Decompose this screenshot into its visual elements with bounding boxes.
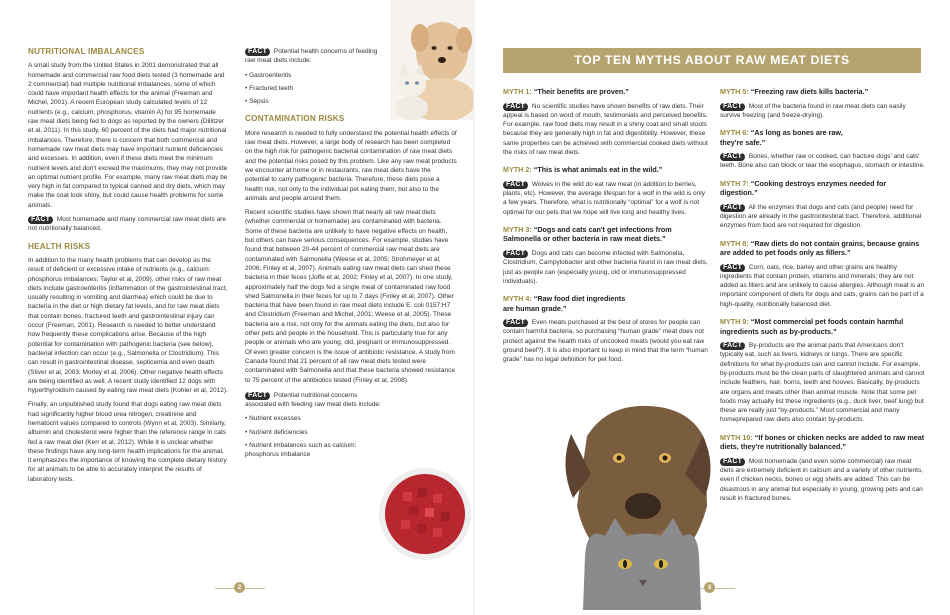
fact-badge: FACT bbox=[503, 250, 528, 258]
myth-number: MYTH 1: bbox=[503, 87, 532, 96]
myth-number: MYTH 2: bbox=[503, 165, 532, 175]
myth-2 bbox=[503, 165, 708, 217]
heading-nutritional-imbalances: NUTRITIONAL IMBALANCES bbox=[28, 47, 145, 56]
myth-title: “As long as bones are raw, they're safe.” bbox=[720, 128, 843, 147]
myth-fact: Most of the bacteria found in raw meat diets can easily survive freezing (and freeze-drying). bbox=[720, 102, 906, 119]
myth-title: “Most commercial pet foods contain harmful ingredients such as by-products.” bbox=[720, 317, 904, 336]
fact-health-intro: Potential health concerns of feeding raw meat diets include: bbox=[245, 48, 378, 65]
myth-fact: Even meats purchased at the best of stores for people can contain harmful bacteria, so purchasing “human grade” meat does not protect against the health risks of uncooked meats (would you eat raw ground beef?). It is also important to keep in mind that the term “human grade” has no legal definition for pet food. bbox=[503, 319, 708, 364]
myth-number: MYTH 9: bbox=[720, 317, 749, 327]
myth-title: “Their benefits are proven.” bbox=[533, 87, 629, 96]
myth-title: “Raw diets do not contain grains, because grains are added to pet foods only as fillers.” bbox=[720, 238, 920, 258]
raw-meat-bowl-photo bbox=[373, 460, 473, 565]
myth-number: MYTH 8: bbox=[720, 238, 749, 248]
list-item: • Nutrient excesses bbox=[245, 414, 370, 423]
myth-title: “If bones or chicken necks are added to raw meat diets, they're nutritionally balanced.” bbox=[720, 432, 925, 452]
myth-title: “This is what animals eat in the wild.” bbox=[533, 165, 663, 175]
myth-fact: No scientific studies have shown benefits of raw diets. Their appeal is based on word of mouth, testimonials and perceived benefits. For example, raw food diets may result in a shiny coat and small stools because they are generally high in fat and digestibility. However, these same properties can be achieved with commercial cooked diets without the risks of raw meat diets. bbox=[503, 102, 708, 156]
myth-fact: Most homemade (and even some commercial) raw meat diets are extremely deficient in calcium and a variety of other nutrients, even if chicken necks, bones or egg shells are added. This can be disastrous in any animal but especially in young, growing pets and can result in fractured bones. bbox=[720, 457, 924, 502]
myth-number: MYTH 6: bbox=[720, 128, 749, 138]
fact-nutritional-text: Most homemade and many commercial raw meat diets are not nutritionally balanced. bbox=[28, 216, 226, 233]
myth-fact: Corn, oats, rice, barley and other grains are healthy ingredients that contain protein, vitamins and minerals; they are not added as fillers and are unlikely to cause allergies. Although meat is an important component of diets for dogs and cats, grains can be part of a high-quality, nutritionally balanced diet. bbox=[720, 263, 925, 308]
paragraph-nutritional: A small study from the United States in 2001 demonstrated that all homemade and commercial raw food diets tested (3 homemade and 2 commercial) had multiple nutritional imbalances, some of which could have important health effects for the animal (Freeman and Michel, 2001). A recent European study calculated levels of 12 nutrients (e.g., calcium, phosphorus, vitamin A) for 95 homemade raw meat diets being fed to dogs as reported by the owners (Dillitzer et al. 2011). In this study, 60 percent of the diets had major nutritional imbalances. Therefore, there is concern that both commercial and homemade raw meat diets may have important nutrient deficiencies and excesses. In addition, even if these diets meet the minimum nutrient levels and don't exceed the maximums, they may not provide an optimal nutrient profile. For example, many raw meat diets may be very high in fat compared to typical canned and dry diets, which may make the coat look shiny, but could cause health problems for some animals. bbox=[28, 62, 228, 209]
paragraph-health-1: In addition to the many health problems that can develop as the result of deficient or excessive intake of nutrients (e.g., calcium: phosphorus imbalances; Taylor et al, 2009), other risks of raw meat diets include gastroenteritis (inflammation of the gastrointestinal tract, usually resulting in vomiting and diarrhea) which could be due to bacteria in the diet or high dietary fat levels, and for raw meat diets that contain bones, fractured teeth and gastrointestinal injury can occur (Freeman, 2001). Research is needed to better understand how frequently these complications arise. Because of the high potential for contamination with pathogenic bacteria (see below), bacterial infection can occur (e.g., Salmonella or Clostridium). This can result in gastrointestinal disease, septicemia and even death (Stiver et al, 2003; Morley et al, 2006). Other negative health effects are being identified as well. A recent study identified 12 dogs with hyperthyroidism caused by eating raw meat diets (Kohler et al, 2012). bbox=[28, 256, 228, 395]
myth-8 bbox=[720, 239, 925, 309]
myth-4 bbox=[503, 294, 708, 364]
fact-badge: FACT bbox=[720, 204, 745, 212]
fact-badge: FACT bbox=[503, 103, 528, 111]
myth-title: “Dogs and cats can't get infections from Salmonella or other bacteria in raw meat diets.” bbox=[503, 224, 672, 244]
fact-badge: FACT bbox=[245, 48, 270, 56]
page-number: 2 bbox=[234, 582, 245, 593]
fact-badge: FACT bbox=[503, 319, 528, 327]
list-item: • Sepsis bbox=[245, 97, 457, 106]
page-number-footer bbox=[215, 582, 265, 594]
heading-contamination-risks: CONTAMINATION RISKS bbox=[245, 114, 345, 124]
myth-fact: Wolves in the wild do eat raw meat (in addition to berries, plants, etc). However, the average lifespan for a wolf in the wild is only a few years. Therefore, what is nutritionally “optimal” for a wolf is not optimal for our pets that we hope will live long and healthy lives. bbox=[503, 180, 705, 216]
myth-10 bbox=[720, 433, 925, 503]
paragraph-health-2: Finally, an unpublished study found that dogs eating raw meat diets had significantly higher blood urea nitrogen, creatinine and hematocrit values compared to controls (Wynn et al, 2003). Similarly, albumin and cholesterol were higher than the reference range in cats fed a raw meat diet (Kerr et al, 2012). While it is unclear whether these findings have any long-term health implications for the animal, it emphasizes the importance of knowing the complete dietary history for all animals to be able to accurately interpret the results of laboratory tests. bbox=[28, 401, 227, 483]
myth-1 bbox=[503, 87, 708, 157]
fact-nutritional bbox=[28, 215, 228, 234]
myth-5 bbox=[720, 87, 925, 120]
list-item: • Fractured teeth bbox=[245, 84, 457, 93]
myth-fact: Bones, whether raw or cooked, can fracture dogs' and cats' teeth. Bone also can block or tear the esophagus, stomach or intestine. bbox=[720, 153, 925, 170]
myth-number: MYTH 3: bbox=[503, 224, 532, 234]
fact-badge: FACT bbox=[720, 103, 745, 111]
myth-fact: By-products are the animal parts that Americans don't typically eat, such as livers, kidneys or lungs. There are specific definitions for what by-products can and cannot include. For example, by-products must be the clean parts of slaughtered animals and cannot include feathers, hair, horns, teeth and hooves. Basically, by-products are organs and meats other than animal muscle. Note that some pet foods may actually list these ingredients (e.g., duck liver, beef lung) but these are really just “by-products.” Most commercial and many homeprepared raw diets also contain by-products. bbox=[720, 342, 925, 424]
nutrition-concerns-list bbox=[245, 414, 370, 459]
myth-number: MYTH 10: bbox=[720, 432, 753, 442]
myth-title: “Freezing raw diets kills bacteria.” bbox=[750, 87, 869, 96]
fact-badge: FACT bbox=[720, 264, 745, 272]
myth-fact: All the enzymes that dogs and cats (and people) need for digestion are already in the gastrointestinal tract. Therefore, additional enzymes from food are not required for digestion. bbox=[720, 203, 922, 230]
left-column bbox=[28, 47, 228, 489]
list-item: • Nutrient deficiencies bbox=[245, 428, 370, 437]
list-item: • Nutrient imbalances such as calcium: phosphorus imbalance bbox=[245, 441, 370, 460]
myth-title: “Cooking destroys enzymes needed for digestion.” bbox=[720, 178, 887, 198]
heading-health-risks: HEALTH RISKS bbox=[28, 241, 91, 251]
puppy-kitten-photo bbox=[390, 0, 473, 120]
fact-badge: FACT bbox=[503, 181, 528, 189]
paragraph-contamination-1: More research is needed to fully understand the potential health effects of raw meat diets. However, a large body of research has been completed on the high risk for pathogenic bacterial contamination of raw meat diets and the potential risks posed by this problem. Like any raw meat products we encounter at home or in restaurants, raw meat diets have the potential to carry pathogenic bacteria. Therefore, these diets pose a health risk, not only to the individual pet eating them, but also to the animals and people around them. bbox=[245, 129, 457, 202]
myth-number: MYTH 7: bbox=[720, 178, 749, 188]
myths-banner-title: TOP TEN MYTHS ABOUT RAW MEAT DIETS bbox=[503, 48, 921, 73]
fact-badge: FACT bbox=[28, 216, 53, 224]
myth-7 bbox=[720, 179, 925, 231]
list-item: • Gastroenteritis bbox=[245, 71, 457, 80]
fact-badge: FACT bbox=[720, 458, 745, 466]
dog-cat-photo bbox=[557, 396, 717, 610]
myths-column-right bbox=[720, 87, 925, 508]
myth-title: “Raw food diet ingredients are human grade.” bbox=[503, 294, 626, 313]
myth-number: MYTH 4: bbox=[503, 294, 532, 304]
fact-nutrition-concerns bbox=[245, 391, 385, 410]
fact-nutrition-intro: Potential nutritional concerns associated with feeding raw meat diets include: bbox=[245, 391, 381, 409]
paragraph-contamination-2: Recent scientific studies have shown that nearly all raw meat diets (whether commercial or homemade) are contaminated with bacteria. Some of these bacteria are unlikely to have negative effects on health, but others can have serious consequences. For example, studies have found that between 20-44 percent of commercial raw meat diets are contaminated with Salmonella (Weese et al, 2005; Strohmeyer et al, 2006; Finley et al, 2007). Animals eating raw meat diets can shed these bacteria in their feces (Joffe et al, 2002; Finley et al, 2007). In one study, approximately half the dogs fed a single meal of contaminated raw food shed Salmonella in their feces for up to 7 days (Finley et al, 2007). Other bacteria that have been found in raw meat diets include E. coli 0157:H7 and Clostridium (Freeman and Michel, 2001; Weese et al, 2005). These bacteria are a risk, not only for the animals eating the diets, but also for other pets and people in the household. This is particularly true for any people or animals who are young, old, pregnant or immunosuppressed. Of even greater concern is the issue of antibiotic resistance. A study from Canada found that 21 percent of all raw meat diets tested were contaminated with Salmonella and that these bacteria showed resistance to 75 percent of the antibiotics tested (Finley et al, 2008). bbox=[245, 209, 455, 384]
fact-badge: FACT bbox=[720, 342, 745, 350]
fact-health-concerns bbox=[245, 47, 380, 66]
myths-column-left bbox=[503, 87, 708, 370]
myth-6 bbox=[720, 128, 925, 171]
myth-9 bbox=[720, 317, 925, 425]
myth-number: MYTH 5: bbox=[720, 87, 749, 96]
myth-fact: Dogs and cats can become infected with Salmonella, Clostridium, Campylobacter and other bacteria found in raw meat diets, just as people can (especially young, old or immunosuppressed individuals). bbox=[503, 249, 708, 285]
fact-badge: FACT bbox=[720, 153, 745, 161]
page-number: 3 bbox=[704, 582, 715, 593]
myth-3 bbox=[503, 225, 708, 286]
fact-badge: FACT bbox=[245, 392, 270, 400]
